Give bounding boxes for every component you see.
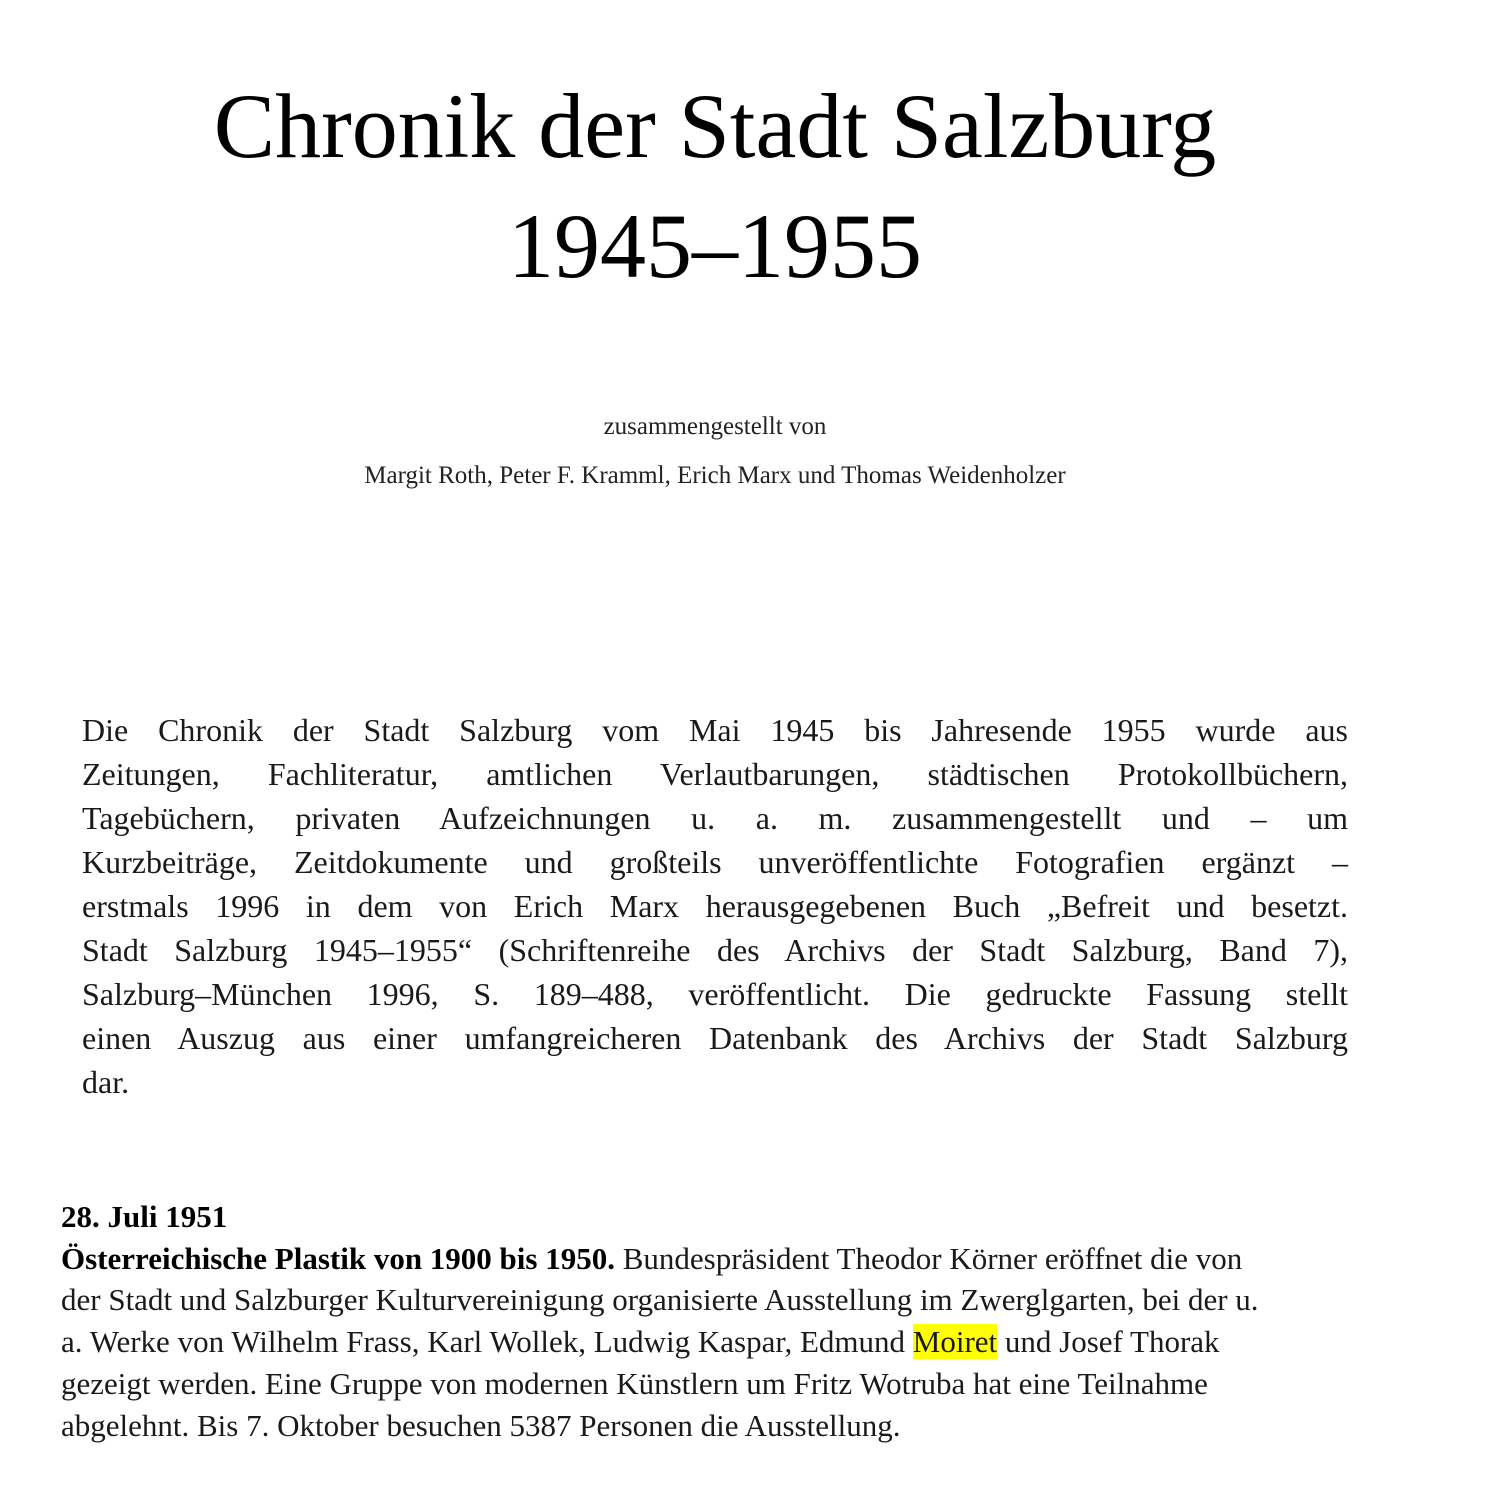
entry-line: abgelehnt. Bis 7. Oktober besuchen 5387 Personen die Ausstellung. bbox=[61, 1407, 901, 1443]
intro-paragraph bbox=[82, 708, 1348, 1104]
intro-line: Kurzbeiträge, Zeitdokumente und großteils unveröffentlichte Fotografien ergänzt – bbox=[82, 844, 1348, 880]
intro-line: dar. bbox=[82, 1064, 130, 1100]
entry-text: Bundespräsident Theodor Körner eröffnet die von bbox=[614, 1240, 1243, 1276]
intro-line: Stadt Salzburg 1945–1955“ (Schriftenreihe des Archivs der Stadt Salzburg, Band 7), bbox=[82, 932, 1348, 968]
entry-text: a. Werke von Wilhelm Frass, Karl Wollek, Ludwig Kaspar, Edmund bbox=[61, 1324, 913, 1360]
intro-line: einen Auszug aus einer umfangreicheren Datenbank des Archivs der Stadt Salzburg bbox=[82, 1020, 1348, 1056]
entry-heading: Österreichische Plastik von 1900 bis 1950. bbox=[61, 1240, 615, 1276]
authors: Margit Roth, Peter F. Kramml, Erich Marx und Thomas Weidenholzer bbox=[364, 462, 1066, 489]
entry-date: 28. Juli 1951 bbox=[61, 1199, 228, 1234]
entry-line: gezeigt werden. Eine Gruppe von modernen Künstlern um Fritz Wotruba hat eine Teilnahme bbox=[61, 1365, 1208, 1401]
entry-line bbox=[61, 1321, 1461, 1363]
intro-line: Tagebüchern, privaten Aufzeichnungen u. a. m. zusammengestellt und – um bbox=[82, 800, 1348, 836]
entry-text: und Josef Thorak bbox=[997, 1324, 1220, 1360]
intro-line: Salzburg–München 1996, S. 189–488, veröffentlicht. Die gedruckte Fassung stellt bbox=[82, 976, 1348, 1012]
search-highlight: Moiret bbox=[912, 1324, 998, 1360]
intro-line: erstmals 1996 in dem von Erich Marx herausgegebenen Buch „Befreit und besetzt. bbox=[82, 888, 1348, 924]
entry-line: der Stadt und Salzburger Kulturvereinigung organisierte Ausstellung im Zwerglgarten, bei der u. bbox=[61, 1282, 1259, 1318]
chronicle-entry bbox=[61, 1196, 1461, 1446]
document-title: Chronik der Stadt Salzburg bbox=[213, 75, 1217, 177]
intro-line: Zeitungen, Fachliteratur, amtlichen Verlautbarungen, städtischen Protokollbüchern, bbox=[82, 756, 1348, 792]
compiled-by-label: zusammengestellt von bbox=[603, 413, 827, 440]
entry-line bbox=[61, 1238, 1461, 1280]
intro-line: Die Chronik der Stadt Salzburg vom Mai 1945 bis Jahresende 1955 wurde aus bbox=[82, 712, 1348, 748]
document-title-years: 1945–1955 bbox=[508, 195, 922, 297]
